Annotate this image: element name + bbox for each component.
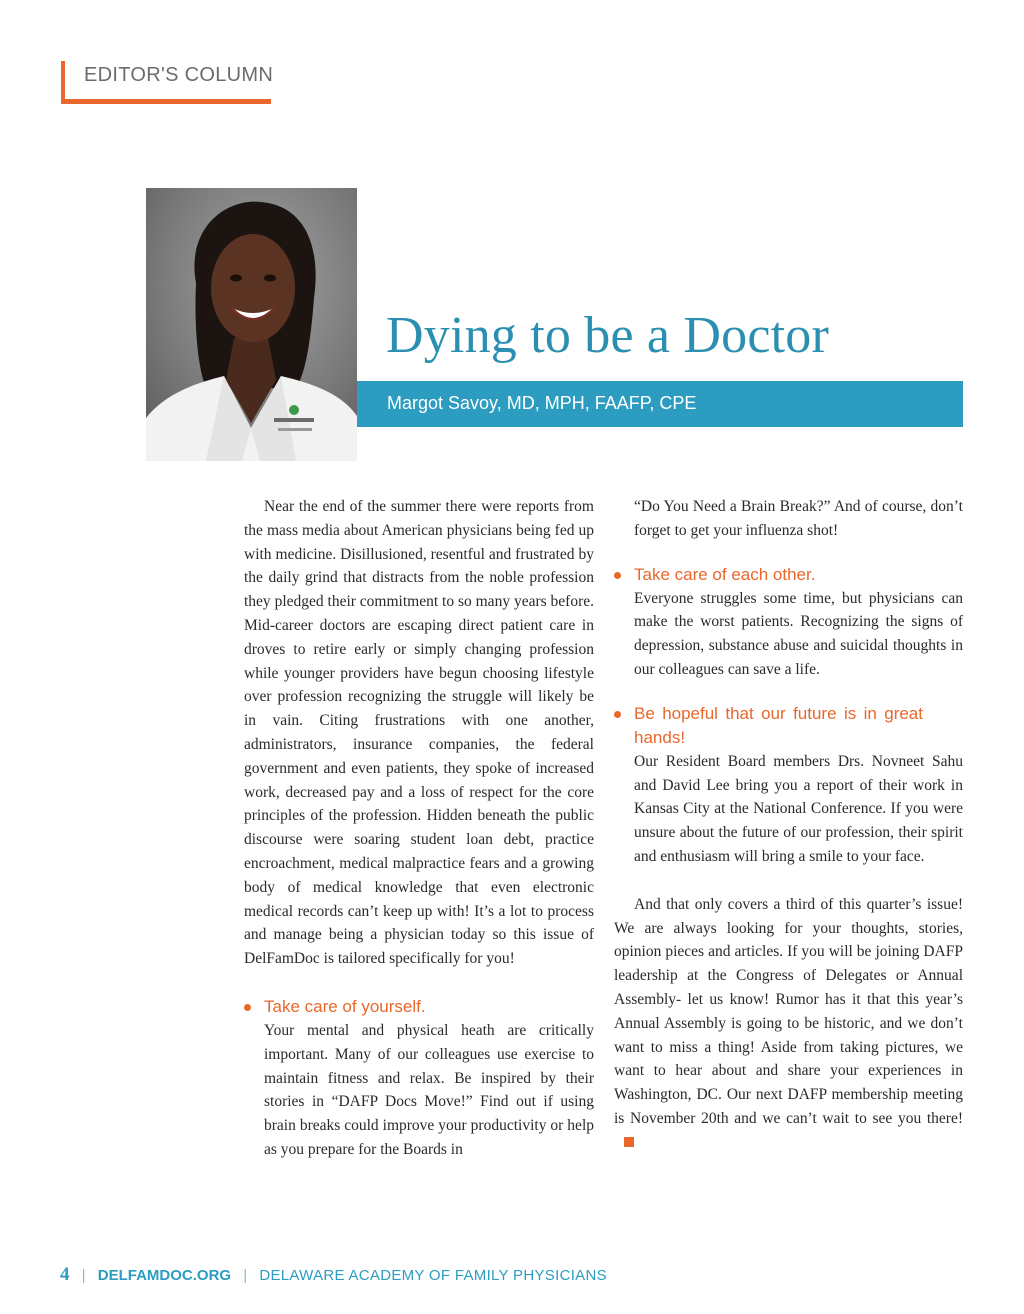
author-byline: Margot Savoy, MD, MPH, FAAFP, CPE xyxy=(387,393,697,413)
byline-band xyxy=(357,381,963,427)
bullet-heading-self-care xyxy=(244,995,594,1019)
article-left-column xyxy=(244,495,594,1162)
footer-organization: DELAWARE ACADEMY OF FAMILY PHYSICIANS xyxy=(259,1267,607,1284)
bullet-dot-icon xyxy=(244,1004,251,1011)
closing-text: And that only covers a third of this quarter’s issue! We are always looking for your thoughts, stories, opinion pieces and articles. If you will be joining DAFP leadership at the Congress of Delegates or Annual Assembly- let us know! Rumor has it that this year’s Annual Assembly is going to be historic, and we don’t want to miss a thing! Aside from taking pictures, we want to hear about and share your experiences in Washington, DC. Our next DAFP membership meeting is November 20th and we can’t wait to see you there! xyxy=(614,895,963,1127)
closing-paragraph xyxy=(614,893,963,1155)
end-of-article-mark xyxy=(624,1137,634,1147)
column-label-accent-bar xyxy=(61,61,65,103)
page-number: 4 xyxy=(60,1264,70,1285)
bullet-heading-text: Take care of each other. xyxy=(634,564,816,584)
column-label-underline xyxy=(61,99,271,104)
article-right-column xyxy=(614,495,963,1155)
author-photo xyxy=(146,188,357,461)
bullet-heading-future xyxy=(614,702,963,750)
footer-separator: | xyxy=(243,1267,248,1284)
intro-paragraph: Near the end of the summer there were reports from the mass media about American physicians being fed up with medicine. Disillusioned, resentful and frustrated by the daily grind that distracts from the noble profession they pledged their commitment to so many years before. Mid-career doctors are escaping direct patient care in droves to retire early or simply changing profession while younger providers have begun choosing lifestyle over profession recognizing the struggle will likely be in vain. Citing frustrations with one another, administrators, insurance companies, the federal government and even patients, they spoke of increased work, decreased pay and a loss of respect for the core principles of the profession. Hidden beneath the public discourse were soaring student loan debt, practice encroachment, medical malpractice fears and a growing body of medical knowledge that even electronic medical records can’t keep up with! It’s a lot to process and manage being a physician today so this issue of DelFamDoc is tailored specifically for you! xyxy=(244,498,594,968)
bullet-dot-icon xyxy=(614,572,621,579)
bullet-heading-text: Take care of yourself. xyxy=(264,996,426,1016)
page-footer xyxy=(60,1264,607,1286)
footer-site-link[interactable]: DELFAMDOC.ORG xyxy=(97,1267,232,1284)
bullet-body-each-other: Everyone struggles some time, but physicians can make the worst patients. Recognizing the signs of depression, substance abuse and suicidal thoughts in our colleagues can save a life. xyxy=(634,589,963,678)
footer-separator: | xyxy=(81,1267,86,1284)
author-portrait-illustration xyxy=(146,188,357,461)
bullet-body-self-care-continued: “Do You Need a Brain Break?” And of course, don’t forget to get your influenza shot! xyxy=(634,498,963,539)
bullet-heading-text: Be hopeful that our future is in great hands! xyxy=(634,703,923,747)
article-title: Dying to be a Doctor xyxy=(386,307,830,364)
bullet-body-self-care: Your mental and physical heath are critically important. Many of our colleagues use exercise to maintain fitness and relax. Be inspired by their stories in “DAFP Docs Move!” Find out if using brain breaks could improve your productivity or help as you prepare for the Boards in xyxy=(264,1021,594,1158)
bullet-dot-icon xyxy=(614,711,621,718)
bullet-body-future: Our Resident Board members Drs. Novneet Sahu and David Lee bring you a report of their work in Kansas City at the National Conference. If you were unsure about the future of our profession, their spirit and enthusiasm will bring a smile to your face. xyxy=(634,752,963,865)
column-label: EDITOR'S COLUMN xyxy=(84,64,274,86)
bullet-heading-each-other xyxy=(614,563,963,587)
